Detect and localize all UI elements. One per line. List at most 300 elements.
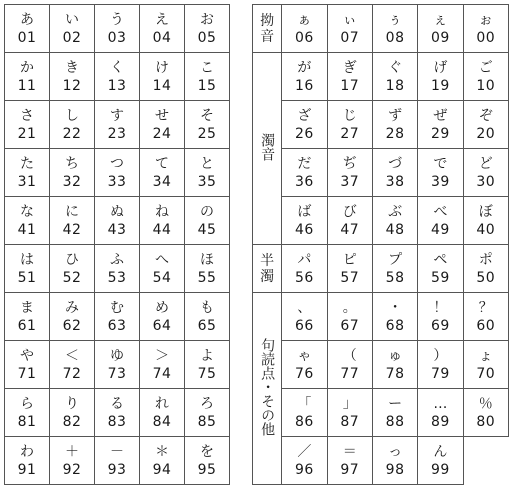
- kana-code: 36: [294, 173, 314, 190]
- kana-code: 99: [431, 461, 450, 478]
- kana-code: 93: [107, 461, 127, 478]
- kana-character: み: [65, 299, 79, 316]
- kana-character: る: [110, 395, 124, 412]
- kana-cell: [282, 389, 327, 437]
- kana-cell: [418, 5, 463, 53]
- kana-code: 50: [476, 269, 496, 286]
- kana-code: 10: [476, 77, 496, 94]
- kana-cell: [140, 53, 185, 101]
- empty-cell: [463, 437, 508, 485]
- kana-cell: [282, 149, 327, 197]
- kana-code: 33: [107, 173, 127, 190]
- kana-character: ポ: [478, 251, 493, 268]
- kana-character: ぅ: [388, 11, 403, 28]
- table-row: [5, 149, 230, 197]
- kana-character: ず: [388, 107, 403, 124]
- kana-character: た: [20, 155, 34, 172]
- kana-cell: [140, 437, 185, 485]
- kana-character: っ: [388, 443, 403, 460]
- kana-code: 86: [294, 413, 314, 430]
- kana-cell: [372, 245, 417, 293]
- kana-cell: [5, 293, 50, 341]
- kana-code: 80: [476, 413, 496, 430]
- kana-cell: [185, 245, 230, 293]
- kana-code: 18: [385, 77, 405, 94]
- kana-code: 55: [197, 269, 217, 286]
- kana-character: 」: [342, 395, 357, 412]
- kana-code: 79: [431, 365, 450, 382]
- kana-character: あ: [20, 11, 34, 28]
- kana-cell: [5, 389, 50, 437]
- kana-character: ピ: [342, 251, 357, 268]
- kana-code: 68: [385, 317, 405, 334]
- kana-character: ぢ: [342, 155, 357, 172]
- kana-character: ち: [65, 155, 79, 172]
- kana-cell: [50, 341, 95, 389]
- kana-cell: [185, 437, 230, 485]
- kana-cell: [5, 101, 50, 149]
- kana-character: は: [20, 251, 34, 268]
- kana-character: え: [155, 11, 169, 28]
- kana-cell: [463, 293, 508, 341]
- kana-cell: [140, 341, 185, 389]
- kana-cell: [282, 245, 327, 293]
- kana-cell: [463, 197, 508, 245]
- kana-cell: [463, 389, 508, 437]
- kana-cell: [50, 197, 95, 245]
- kana-character: ぉ: [478, 11, 493, 28]
- kana-character: ぬ: [110, 203, 124, 220]
- kana-code: 11: [17, 77, 37, 94]
- kana-character: だ: [297, 155, 312, 172]
- kana-character: ・: [388, 299, 403, 316]
- category-punctuation-other: [253, 293, 282, 485]
- kana-cell: [95, 5, 140, 53]
- kana-code: 38: [385, 173, 405, 190]
- kana-character: ぼ: [478, 203, 493, 220]
- kana-character: じ: [342, 107, 357, 124]
- kana-character: も: [200, 299, 214, 316]
- kana-cell: [5, 437, 50, 485]
- table-row: [253, 389, 509, 437]
- kana-character: ぃ: [342, 11, 357, 28]
- kana-code: 69: [431, 317, 450, 334]
- kana-cell: [185, 53, 230, 101]
- kana-character: ほ: [200, 251, 214, 268]
- kana-cell: [50, 389, 95, 437]
- kana-code: 08: [385, 29, 405, 46]
- kana-cell: [140, 293, 185, 341]
- kana-code: 65: [197, 317, 217, 334]
- kana-code: 53: [107, 269, 127, 286]
- kana-character: ひ: [65, 251, 79, 268]
- kana-cell: [418, 293, 463, 341]
- kana-character: ぜ: [433, 107, 448, 124]
- kana-code: 17: [340, 77, 360, 94]
- extended-kana-table-body: [253, 5, 509, 485]
- kana-code: 03: [107, 29, 127, 46]
- kana-code: 25: [197, 125, 217, 142]
- table-row: [5, 5, 230, 53]
- kana-cell: [95, 245, 140, 293]
- kana-code: 52: [62, 269, 82, 286]
- kana-character: ぇ: [433, 11, 448, 28]
- basic-kana-table-body: [5, 5, 230, 485]
- table-row: [253, 101, 509, 149]
- kana-code: 61: [17, 317, 37, 334]
- kana-character: に: [65, 203, 79, 220]
- kana-cell: [327, 5, 372, 53]
- category-label: 拗音: [260, 12, 275, 45]
- kana-character: れ: [155, 395, 169, 412]
- category-label: 半濁: [260, 252, 275, 285]
- kana-code: 51: [17, 269, 37, 286]
- kana-code: 40: [476, 221, 496, 238]
- kana-cell: [327, 101, 372, 149]
- table-row: [5, 101, 230, 149]
- kana-cell: [418, 53, 463, 101]
- kana-code: 64: [152, 317, 172, 334]
- kana-code: 97: [340, 461, 360, 478]
- kana-cell: [185, 389, 230, 437]
- kana-code: 37: [340, 173, 360, 190]
- kana-character: ふ: [110, 251, 124, 268]
- kana-code: 14: [152, 77, 172, 94]
- kana-code: 45: [197, 221, 217, 238]
- kana-code: 43: [107, 221, 127, 238]
- kana-code: 72: [62, 365, 82, 382]
- kana-code: 75: [197, 365, 217, 382]
- kana-character: こ: [200, 59, 214, 76]
- kana-character: ＝: [342, 443, 357, 460]
- kana-cell: [282, 5, 327, 53]
- kana-cell: [282, 197, 327, 245]
- kana-code: 02: [62, 29, 82, 46]
- kana-cell: [5, 53, 50, 101]
- kana-code: 56: [294, 269, 314, 286]
- table-row: [253, 197, 509, 245]
- kana-code: 41: [17, 221, 37, 238]
- extended-kana-code-table: [252, 4, 509, 485]
- kana-cell: [327, 293, 372, 341]
- kana-code: 49: [431, 221, 450, 238]
- kana-cell: [463, 341, 508, 389]
- kana-code: 59: [431, 269, 450, 286]
- kana-code: 06: [294, 29, 314, 46]
- category-dakuon: [253, 53, 282, 245]
- kana-cell: [327, 197, 372, 245]
- kana-cell: [372, 389, 417, 437]
- kana-cell: [463, 101, 508, 149]
- category-label: 句読点・その他: [259, 337, 276, 436]
- kana-character: き: [65, 59, 79, 76]
- kana-code: 29: [431, 125, 450, 142]
- kana-cell: [50, 101, 95, 149]
- kana-character: ご: [478, 59, 493, 76]
- kana-code: 12: [62, 77, 82, 94]
- kana-character: く: [110, 59, 124, 76]
- table-row: [5, 53, 230, 101]
- kana-code: 01: [17, 29, 37, 46]
- kana-code: 44: [152, 221, 172, 238]
- kana-character: ！: [433, 299, 448, 316]
- kana-character: ぐ: [388, 59, 403, 76]
- kana-code: 31: [17, 173, 37, 190]
- kana-code: 95: [197, 461, 217, 478]
- kana-cell: [95, 53, 140, 101]
- kana-code: 63: [107, 317, 127, 334]
- kana-code: 35: [197, 173, 217, 190]
- kana-cell: [185, 341, 230, 389]
- kana-character: ぎ: [342, 59, 357, 76]
- kana-character: せ: [155, 107, 169, 124]
- kana-character: や: [20, 347, 34, 364]
- kana-code: 15: [197, 77, 217, 94]
- category-label: 濁音: [259, 132, 276, 161]
- table-row: [253, 149, 509, 197]
- kana-cell: [140, 149, 185, 197]
- kana-code: 82: [62, 413, 82, 430]
- kana-character: び: [342, 203, 357, 220]
- kana-code: 24: [152, 125, 172, 142]
- kana-cell: [50, 53, 95, 101]
- table-row: [253, 437, 509, 485]
- kana-code: 87: [340, 413, 360, 430]
- kana-code: 04: [152, 29, 172, 46]
- kana-code: 54: [152, 269, 172, 286]
- category-handaku: [253, 245, 282, 293]
- kana-character: ゆ: [110, 347, 124, 364]
- kana-character: ょ: [478, 347, 493, 364]
- kana-character: ）: [433, 347, 448, 364]
- table-row: [5, 293, 230, 341]
- kana-character: ＊: [155, 443, 169, 460]
- kana-character: ／: [297, 443, 312, 460]
- kana-code: 67: [340, 317, 360, 334]
- kana-character: ゃ: [297, 347, 312, 364]
- kana-code: 92: [62, 461, 82, 478]
- kana-code: 46: [294, 221, 314, 238]
- kana-cell: [372, 437, 417, 485]
- kana-character: ん: [433, 443, 448, 460]
- kana-character: な: [20, 203, 34, 220]
- kana-cell: [282, 101, 327, 149]
- kana-character: り: [65, 395, 79, 412]
- kana-code: 23: [107, 125, 127, 142]
- kana-cell: [282, 437, 327, 485]
- kana-cell: [327, 245, 372, 293]
- kana-character: プ: [388, 251, 403, 268]
- kana-cell: [327, 437, 372, 485]
- kana-code: 47: [340, 221, 360, 238]
- kana-cell: [327, 149, 372, 197]
- kana-cell: [418, 245, 463, 293]
- kana-cell: [185, 149, 230, 197]
- kana-cell: [95, 293, 140, 341]
- kana-code: 22: [62, 125, 82, 142]
- kana-code: 76: [294, 365, 314, 382]
- kana-cell: [372, 293, 417, 341]
- kana-cell: [372, 101, 417, 149]
- kana-character: ぞ: [478, 107, 493, 124]
- kana-character: べ: [433, 203, 448, 220]
- kana-character: ざ: [297, 107, 312, 124]
- kana-character: い: [65, 11, 79, 28]
- kana-character: （: [342, 347, 357, 364]
- kana-character: ＞: [155, 347, 169, 364]
- kana-cell: [418, 101, 463, 149]
- kana-character: で: [433, 155, 448, 172]
- kana-character: 「: [297, 395, 312, 412]
- kana-cell: [95, 341, 140, 389]
- kana-code: 32: [62, 173, 82, 190]
- kana-cell: [463, 245, 508, 293]
- kana-code: 85: [197, 413, 217, 430]
- kana-character: …: [433, 395, 448, 412]
- kana-character: ペ: [433, 251, 448, 268]
- kana-character: ？: [478, 299, 493, 316]
- kana-code: 42: [62, 221, 82, 238]
- kana-cell: [5, 341, 50, 389]
- kana-character: ば: [297, 203, 312, 220]
- kana-code: 74: [152, 365, 172, 382]
- kana-code: 96: [294, 461, 314, 478]
- kana-character: か: [20, 59, 34, 76]
- kana-character: ろ: [200, 395, 214, 412]
- kana-code: 73: [107, 365, 127, 382]
- kana-cell: [418, 341, 463, 389]
- kana-character: む: [110, 299, 124, 316]
- kana-cell: [282, 53, 327, 101]
- kana-cell: [185, 5, 230, 53]
- kana-cell: [95, 389, 140, 437]
- kana-character: ど: [478, 155, 493, 172]
- kana-cell: [185, 293, 230, 341]
- kana-code: 91: [17, 461, 37, 478]
- kana-code: 70: [476, 365, 496, 382]
- kana-code: 19: [431, 77, 450, 94]
- kana-code: 83: [107, 413, 127, 430]
- category-youon: [253, 5, 282, 53]
- kana-character: を: [200, 443, 214, 460]
- kana-cell: [463, 149, 508, 197]
- kana-character: う: [110, 11, 124, 28]
- kana-cell: [5, 149, 50, 197]
- kana-character: ね: [155, 203, 169, 220]
- kana-code: 09: [431, 29, 450, 46]
- kana-code: 21: [17, 125, 37, 142]
- kana-character: お: [200, 11, 214, 28]
- kana-character: つ: [110, 155, 124, 172]
- kana-character: づ: [388, 155, 403, 172]
- kana-cell: [463, 53, 508, 101]
- kana-character: パ: [297, 251, 312, 268]
- kana-code: 00: [476, 29, 496, 46]
- kana-cell: [282, 341, 327, 389]
- table-row: [253, 53, 509, 101]
- kana-cell: [418, 197, 463, 245]
- kana-cell: [463, 5, 508, 53]
- kana-character: が: [297, 59, 312, 76]
- kana-character: ％: [478, 395, 493, 412]
- kana-code: 16: [294, 77, 314, 94]
- kana-character: 。: [342, 299, 357, 316]
- kana-character: ＋: [65, 443, 79, 460]
- kana-character: め: [155, 299, 169, 316]
- kana-character: ー: [388, 395, 403, 412]
- kana-cell: [372, 197, 417, 245]
- kana-cell: [95, 197, 140, 245]
- table-row: [5, 245, 230, 293]
- kana-cell: [282, 293, 327, 341]
- kana-code: 26: [294, 125, 314, 142]
- kana-code: 28: [385, 125, 405, 142]
- kana-character: よ: [200, 347, 214, 364]
- kana-cell: [418, 437, 463, 485]
- kana-character: －: [110, 443, 124, 460]
- kana-character: て: [155, 155, 169, 172]
- table-row: [253, 5, 509, 53]
- kana-character: わ: [20, 443, 34, 460]
- kana-character: の: [200, 203, 214, 220]
- kana-character: け: [155, 59, 169, 76]
- kana-code: 39: [431, 173, 450, 190]
- kana-code: 78: [385, 365, 405, 382]
- kana-cell: [50, 293, 95, 341]
- kana-character: ぶ: [388, 203, 403, 220]
- kana-cell: [50, 437, 95, 485]
- kana-character: ら: [20, 395, 34, 412]
- kana-cell: [185, 197, 230, 245]
- kana-cell: [372, 341, 417, 389]
- kana-character: 、: [297, 299, 312, 316]
- kana-code: 88: [385, 413, 405, 430]
- kana-cell: [50, 245, 95, 293]
- kana-character: ぁ: [297, 11, 312, 28]
- kana-code: 62: [62, 317, 82, 334]
- kana-character: す: [110, 107, 124, 124]
- kana-code: 57: [340, 269, 360, 286]
- kana-character: そ: [200, 107, 214, 124]
- kana-cell: [372, 53, 417, 101]
- kana-cell: [327, 341, 372, 389]
- table-row: [5, 437, 230, 485]
- kana-code: 94: [152, 461, 172, 478]
- table-row: [253, 293, 509, 341]
- kana-cell: [418, 149, 463, 197]
- kana-character: ま: [20, 299, 34, 316]
- kana-cell: [50, 5, 95, 53]
- kana-cell: [5, 245, 50, 293]
- kana-cell: [5, 197, 50, 245]
- kana-cell: [5, 5, 50, 53]
- kana-code: 89: [431, 413, 450, 430]
- kana-cell: [95, 149, 140, 197]
- kana-code: 58: [385, 269, 405, 286]
- kana-code: 81: [17, 413, 37, 430]
- kana-code: 13: [107, 77, 127, 94]
- kana-character: ＜: [65, 347, 79, 364]
- table-row: [5, 341, 230, 389]
- kana-code: 27: [340, 125, 360, 142]
- kana-code: 66: [294, 317, 314, 334]
- table-row: [253, 245, 509, 293]
- kana-code: 34: [152, 173, 172, 190]
- kana-code: 71: [17, 365, 37, 382]
- kana-cell: [185, 101, 230, 149]
- kana-cell: [140, 389, 185, 437]
- table-row: [5, 389, 230, 437]
